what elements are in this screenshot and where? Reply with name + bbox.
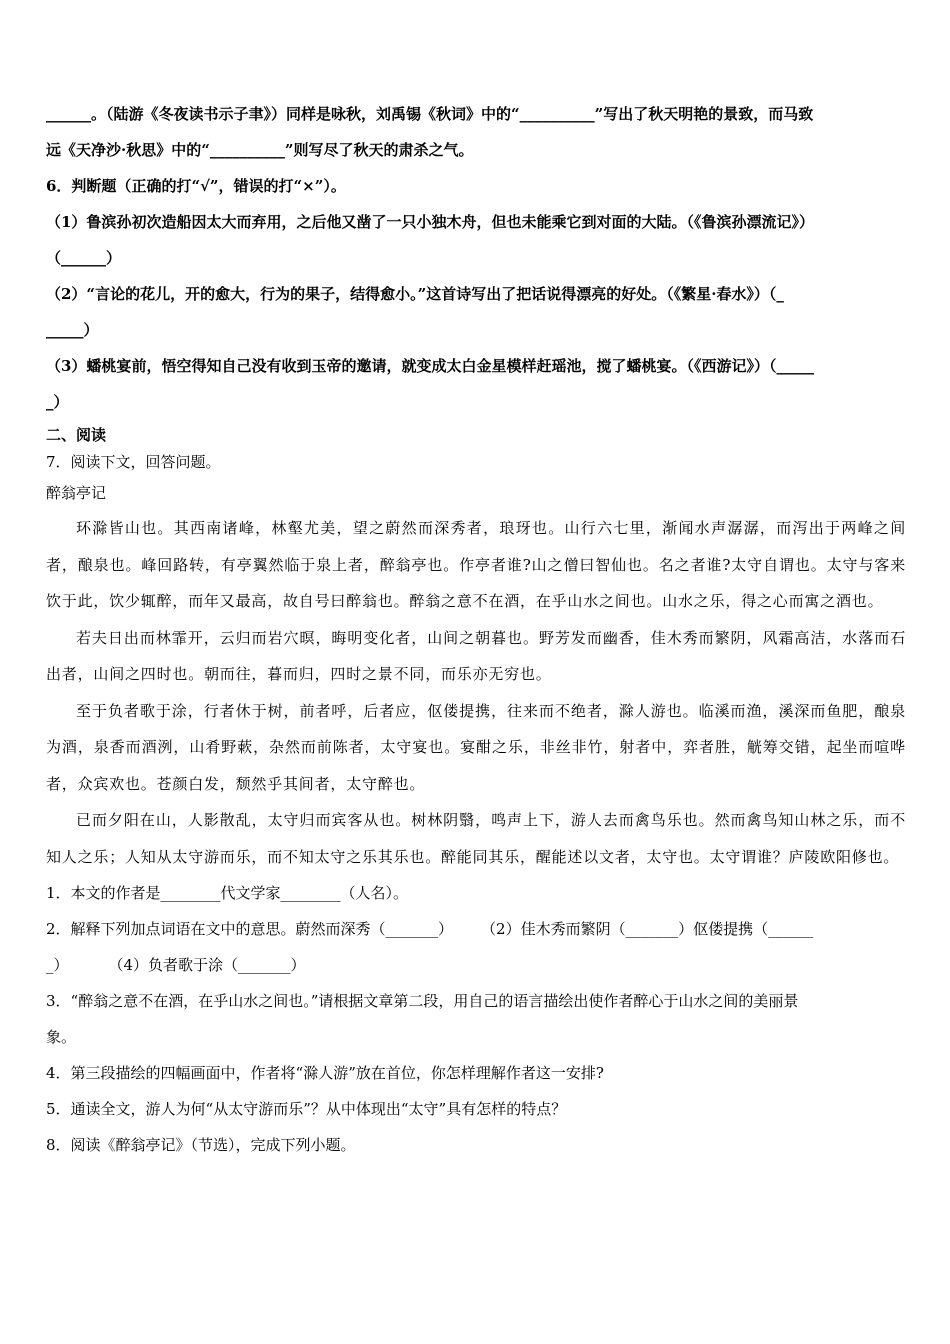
poem-fill-line-2: 远《天净沙·秋思》中的“__________”则写尽了秋天的肃杀之气。 — [46, 141, 474, 159]
q6-item-2-line-1: （2）“言论的花儿，开的愈大，行为的果子，结得愈小。”这首诗写出了把话说得漂亮的好处。（《繁星·春水》）（_ — [46, 285, 784, 303]
question-2-line-2-a: _） — [46, 956, 69, 974]
passage-title: 醉翁亭记 — [46, 484, 107, 502]
question-2-line-1 — [46, 911, 906, 947]
document-page — [46, 96, 906, 1163]
question-2-part-2: （2）佳木秀而繁阴（_______）伛偻提携（______ — [481, 920, 814, 938]
question-2-part-1: 2．解释下列加点词语在文中的意思。蔚然而深秀（_______） — [46, 920, 454, 938]
passage-paragraph-3: 至于负者歌于涂，行者休于树，前者呼，后者应，伛偻提携，往来而不绝者，滁人游也。临溪而渔，溪深而鱼肥，酿泉为酒，泉香而酒洌，山肴野蔌，杂然而前陈者，太守宴也。宴酣之乐，非丝非竹，射者中，弈者胜，觥筹交错，起坐而喧哗者，众宾欢也。苍颜白发，颓然乎其间者，太守醉也。 — [46, 701, 906, 793]
question-3-line-2: 象。 — [46, 1028, 77, 1046]
q6-item-3-line-1: （3）蟠桃宴前，悟空得知自己没有收到玉帝的邀请，就变成太白金星模样赶瑶池，搅了蟠桃宴。（《西游记》）（_____ — [46, 357, 814, 375]
q6-item-1-line-1: （1）鲁滨孙初次造船因太大而弃用，之后他又凿了一只小独木舟，但也未能乘它到对面的大陆。（《鲁滨孙漂流记》） — [46, 213, 814, 231]
question-1: 1．本文的作者是________代文学家________（人名）。 — [46, 884, 409, 902]
question-2-line-2 — [46, 947, 906, 983]
q6-item-1-line-2: （______） — [46, 249, 122, 267]
section-title: 二、阅读 — [46, 426, 107, 444]
passage-paragraph-1: 环滁皆山也。其西南诸峰，林壑尤美，望之蔚然而深秀者，琅玡也。山行六七里，渐闻水声潺潺，而泻出于两峰之间者，酿泉也。峰回路转，有亭翼然临于泉上者，醉翁亭也。作亭者谁?山之僧曰智仙也。名之者谁?太守自谓也。太守与客来饮于此，饮少辄醉，而年又最高，故自号曰醉翁也。醉翁之意不在酒，在乎山水之间也。山水之乐，得之心而寓之酒也。 — [46, 519, 906, 610]
passage-paragraph-4: 已而夕阳在山，人影散乱，太守归而宾客从也。树林阴翳，鸣声上下，游人去而禽鸟乐也。然而禽鸟知山林之乐，而不知人之乐；人知从太守游而乐，而不知太守之乐其乐也。醉能同其乐，醒能述以文者，太守也。太守谓谁？庐陵欧阳修也。 — [46, 811, 906, 866]
poem-fill-line-1: ______。（陆游《冬夜读书示子聿》）同样是咏秋，刘禹锡《秋词》中的“__________”写出了秋天明艳的景致，而马致 — [46, 105, 814, 123]
q7-intro: 7．阅读下文，回答问题。 — [46, 453, 221, 471]
q8-intro: 8．阅读《醉翁亭记》（节选），完成下列小题。 — [46, 1136, 356, 1154]
q6-item-3-line-2: _） — [46, 393, 69, 411]
q6-item-2-line-2: _____） — [46, 321, 99, 339]
question-5: 5．通读全文，游人为何“从太守游而乐”？从中体现出“太守”具有怎样的特点？ — [46, 1100, 567, 1118]
question-3-line-1: 3．“醉翁之意不在酒，在乎山水之间也。”请根据文章第二段，用自己的语言描绘出使作者醉心于山水之间的美丽景 — [46, 992, 799, 1010]
passage-paragraph-2: 若夫日出而林霏开，云归而岩穴暝，晦明变化者，山间之朝暮也。野芳发而幽香，佳木秀而繁阴，风霜高洁，水落而石出者，山间之四时也。朝而往，暮而归，四时之景不同，而乐亦无穷也。 — [46, 628, 906, 683]
q6-title: 6．判断题（正确的打“√”，错误的打“×”）。 — [46, 177, 346, 195]
question-4: 4．第三段描绘的四幅画面中，作者将“滁人游”放在首位，你怎样理解作者这一安排? — [46, 1064, 604, 1082]
question-2-line-2-b: （4）负者歌于涂（_______） — [108, 956, 306, 974]
